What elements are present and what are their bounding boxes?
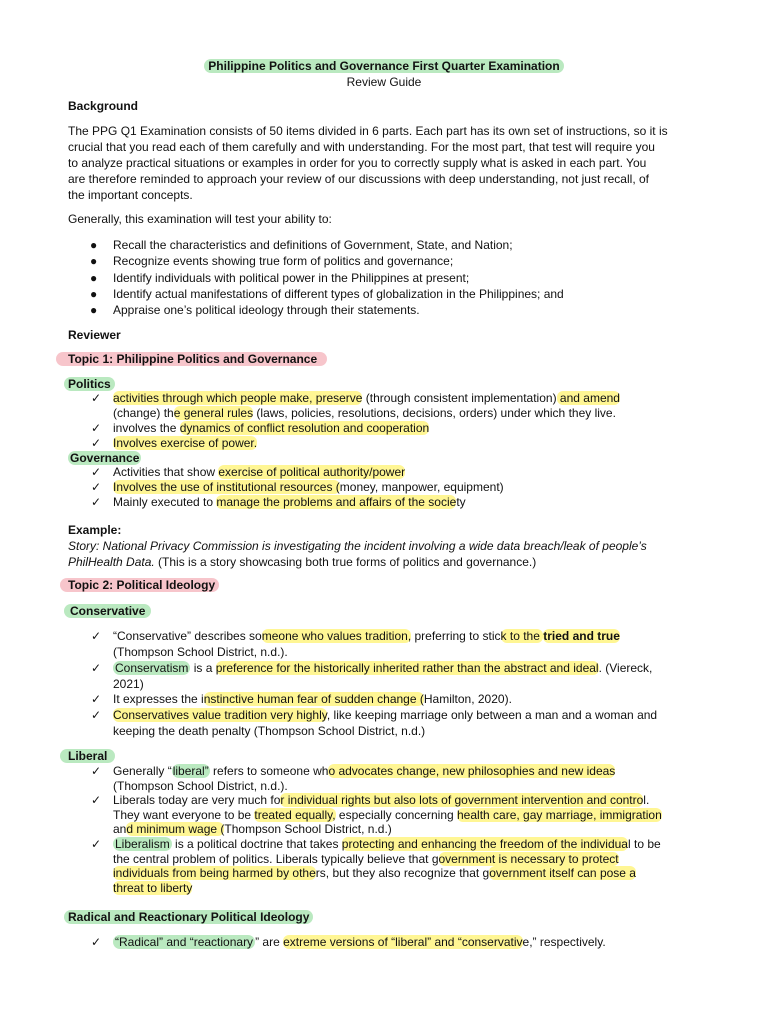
checkmark-icon: ✓ [91, 391, 102, 405]
politics-item-2 [113, 421, 429, 435]
checkmark-icon: ✓ [91, 421, 102, 435]
text: is a political doctrine that takes [171, 837, 342, 851]
highlight: Conservatives value tradition very highly [113, 708, 327, 722]
text: Mainly executed to [113, 495, 217, 509]
conservative-item-3 [113, 692, 512, 706]
liberal-item-2 [113, 793, 649, 807]
text: . (Viereck, [598, 661, 653, 675]
radical-heading: Radical and Reactionary Political Ideology [64, 910, 313, 924]
highlight: overnment is necessary to protect [438, 852, 619, 866]
highlight: k to the [500, 629, 544, 643]
highlight: dynamics of conflict resolution and cooperation [179, 421, 430, 435]
text: (change) th [113, 406, 174, 420]
background-line-5: the important concepts. [68, 188, 193, 202]
conservative-item-2 [113, 661, 652, 675]
background-line-4: are therefore reminded to approach your review of our discussions with deep understanding, not just recall, of [68, 172, 649, 186]
checkmark-icon: ✓ [91, 708, 102, 722]
checkmark-icon: ✓ [91, 495, 102, 509]
reviewer-heading: Reviewer [68, 328, 121, 342]
text: PhilHealth Data. [68, 555, 155, 569]
highlight: activities through which people make, preserve [113, 391, 363, 405]
highlight: liberal” [172, 764, 209, 778]
politics-line [64, 377, 115, 391]
liberal-item-3-cont2 [113, 866, 636, 880]
highlight: tried and true [543, 629, 620, 643]
liberal-item-3 [113, 837, 661, 851]
highlight: and amend [556, 391, 620, 405]
checkmark-icon: ✓ [91, 935, 102, 949]
highlight: protecting and enhancing the freedom of the individua [341, 837, 628, 851]
highlight: o advocates change, new philosophies and new ideas [328, 764, 616, 778]
background-heading: Background [68, 99, 139, 113]
liberal-item-2-cont2 [113, 822, 392, 836]
highlight: preference for the historically inherited rather than the abstract and ideal [215, 661, 599, 675]
liberal-item-3-cont [113, 852, 619, 866]
governance-item-3 [113, 495, 466, 509]
conservative-heading: Conservative [64, 604, 151, 618]
example-heading: Example: [68, 523, 122, 537]
conservative-item-4 [113, 708, 657, 722]
document-subtitle: Review Guide [346, 75, 422, 89]
highlight: manage the problems and affairs of the socie [216, 495, 457, 509]
text: an [113, 822, 127, 836]
highlight: “Radical” and “reactionary [115, 935, 254, 949]
liberal-item-1-cont: (Thompson School District, n.d.). [113, 779, 288, 793]
background-line-1: The PPG Q1 Examination consists of 50 items divided in 6 parts. Each part has its own set of instructions, so it is [68, 124, 668, 138]
text: especially concerning [335, 808, 457, 822]
highlight: threat to liberty [113, 881, 193, 895]
highlight: treated equally, [254, 808, 336, 822]
text: l. [643, 793, 650, 807]
liberal-item-3-cont3 [113, 881, 192, 895]
background-line-2: crucial that you read each of them carefully and with understanding. For the most part, that test will require you [68, 140, 655, 154]
governance-line [68, 451, 141, 465]
checkmark-icon: ✓ [91, 793, 102, 807]
example-line-1: Story: National Privacy Commission is investigating the incident involving a wide data breach/leak of people’s [68, 539, 647, 553]
topic1-line [56, 352, 327, 366]
highlight: Liberalism [115, 837, 170, 851]
highlight: d minimum wage ( [126, 822, 225, 836]
bullet-item: Recall the characteristics and definitions of Government, State, and Nation; [113, 238, 513, 252]
bullet-icon: ● [90, 238, 98, 252]
liberal-item-2-cont [113, 808, 662, 822]
text: involves the [113, 421, 180, 435]
governance-heading: Governance [70, 451, 140, 465]
highlight: meone who values tradition, [261, 629, 412, 643]
bullet-icon: ● [90, 287, 98, 301]
checkmark-icon: ✓ [91, 661, 102, 675]
highlight: individuals from being harmed by othe [113, 866, 316, 880]
text: rs, but they also recognize that g [315, 866, 490, 880]
conservative-line [64, 604, 151, 618]
text: refers to someone wh [209, 764, 329, 778]
radical-line [64, 910, 313, 924]
highlight: nstinctive human fear of sudden change ( [203, 692, 424, 706]
conservative-item-4-cont: keeping the death penalty (Thompson School District, n.d.) [113, 724, 426, 738]
title-line [0, 59, 768, 73]
text: Thompson School District, n.d.) [224, 822, 392, 836]
radical-item-1 [113, 935, 606, 949]
politics-item-1-cont [113, 406, 616, 420]
highlight: extreme versions of “liberal” and “conservativ [283, 935, 523, 949]
highlight: health care, gay marriage, immigration [457, 808, 662, 822]
text: It expresses the i [113, 692, 204, 706]
text: (laws, policies, resolutions, decisions, orders) under which they live. [253, 406, 616, 420]
highlight: Conservatism [115, 661, 189, 675]
politics-heading: Politics [64, 377, 115, 391]
topic1-heading: Topic 1: Philippine Politics and Governance [56, 352, 327, 366]
text: (through consistent implementation) [362, 391, 557, 405]
checkmark-icon: ✓ [91, 436, 102, 450]
text: ty [456, 495, 466, 509]
highlight: Involves exercise of power. [113, 436, 258, 450]
governance-item-1 [113, 465, 405, 479]
text: the central problem of politics. Liberals typically believe that g [113, 852, 439, 866]
bullet-item: Recognize events showing true form of politics and governance; [113, 254, 454, 268]
highlight: exercise of political authority/power [218, 465, 406, 479]
politics-item-1 [113, 391, 620, 405]
highlight: overnment itself can pose a [489, 866, 636, 880]
example-line-2 [68, 555, 536, 569]
bullet-item: Identify individuals with political power in the Philippines at present; [113, 271, 470, 285]
text: Activities that show [113, 465, 219, 479]
bullet-icon: ● [90, 303, 98, 317]
checkmark-icon: ✓ [91, 837, 102, 851]
governance-item-2 [113, 480, 504, 494]
politics-item-3 [113, 436, 257, 450]
text: Hamilton, 2020). [423, 692, 512, 706]
conservative-item-1 [113, 629, 620, 643]
bullet-icon: ● [90, 271, 98, 285]
text: (This is a story showcasing both true forms of politics and governance.) [154, 555, 537, 569]
generally-text: Generally, this examination will test your ability to: [68, 212, 332, 226]
checkmark-icon: ✓ [91, 764, 102, 778]
highlight: r individual rights but also lots of government intervention and contro [280, 793, 644, 807]
text: “Conservative” describes so [113, 629, 262, 643]
text: They want everyone to be [113, 808, 255, 822]
checkmark-icon: ✓ [91, 629, 102, 643]
text: Liberals today are very much fo [113, 793, 281, 807]
bullet-item: Appraise one’s political ideology through their statements. [113, 303, 420, 317]
text: ” are [255, 935, 284, 949]
liberal-line [60, 749, 115, 763]
text: l to be [627, 837, 661, 851]
text: preferring to stic [411, 629, 501, 643]
topic2-line [60, 578, 219, 592]
text: money, manpower, equipment) [339, 480, 504, 494]
highlight: Involves the use of institutional resources ( [113, 480, 340, 494]
bullet-icon: ● [90, 254, 98, 268]
text: Generally “ [113, 764, 172, 778]
liberal-heading: Liberal [60, 749, 115, 763]
bullet-item: Identify actual manifestations of different types of globalization in the Philippines; and [113, 287, 564, 301]
checkmark-icon: ✓ [91, 480, 102, 494]
text: , like keeping marriage only between a man and a woman and [326, 708, 658, 722]
checkmark-icon: ✓ [91, 692, 102, 706]
text: e,” respectively. [522, 935, 606, 949]
liberal-item-1 [113, 764, 615, 778]
topic2-heading: Topic 2: Political Ideology [60, 578, 219, 592]
document-title: Philippine Politics and Governance First Quarter Examination [204, 59, 563, 73]
checkmark-icon: ✓ [91, 465, 102, 479]
background-line-3: to analyze practical situations or examples in order for you to correctly supply what is asked in each part. You [68, 156, 647, 170]
conservative-item-2-cont: 2021) [113, 677, 144, 691]
conservative-item-1-cont: (Thompson School District, n.d.). [113, 645, 288, 659]
highlight: e general rules [173, 406, 254, 420]
text: is a [190, 661, 216, 675]
